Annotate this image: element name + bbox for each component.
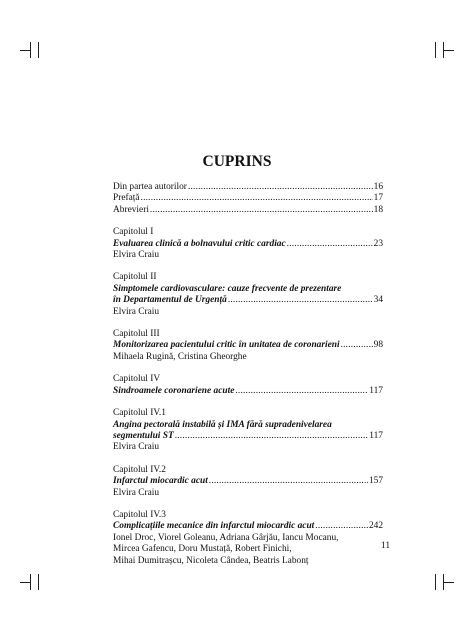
entry-title: Sindroamele coronariene acute <box>113 385 235 396</box>
toc-entry <box>113 340 383 351</box>
chapter-label: Capitolul IV.2 <box>113 464 166 475</box>
toc-entry <box>113 205 383 216</box>
entry-title: segmentului ST <box>113 430 174 441</box>
entry-page-number: 242 <box>368 521 383 532</box>
toc-entry <box>113 431 383 442</box>
entry-title: în Departamentul de Urgență <box>113 295 227 306</box>
toc-entry <box>113 521 383 532</box>
chapter-title-line: Simptomele cardiovasculare: cauze frecvente de prezentare <box>113 283 342 294</box>
dot-leader <box>235 386 368 397</box>
dot-leader <box>341 340 373 351</box>
toc-entry <box>113 239 383 250</box>
chapter-authors: Elvira Craiu <box>113 442 160 453</box>
entry-title: Monitorizarea pacientului critic în unitatea de coronarieni <box>113 340 340 351</box>
chapter-authors: Elvira Craiu <box>113 306 160 317</box>
entry-title: Abrevieri <box>113 204 149 215</box>
chapter-label: Capitolul II <box>113 272 157 283</box>
chapter-authors: Mihai Dumitrașcu, Nicoleta Cândea, Beatris Labonț <box>113 555 309 566</box>
dot-leader <box>175 431 369 442</box>
dot-leader <box>141 193 373 204</box>
entry-page-number: 157 <box>368 476 383 487</box>
entry-page-number: 117 <box>369 385 383 396</box>
table-of-contents <box>113 182 383 567</box>
entry-title: Din partea autorilor <box>113 182 187 192</box>
chapter-block <box>113 329 383 363</box>
chapter-authors: Ionel Droc, Viorel Goleanu, Adriana Gârjău, Iancu Mocanu, <box>113 532 339 543</box>
chapter-block <box>113 408 383 454</box>
entry-page-number: 98 <box>373 340 383 351</box>
chapter-label: Capitolul IV.3 <box>113 509 166 520</box>
dot-leader <box>228 295 373 306</box>
page-title: CUPRINS <box>202 153 272 170</box>
toc-entry <box>113 295 383 306</box>
entry-title: Prefață <box>113 193 140 204</box>
chapter-authors: Mihaela Rugină, Cristina Gheorghe <box>113 351 247 362</box>
entry-page-number: 117 <box>369 430 383 441</box>
chapter-block <box>113 374 383 397</box>
chapter-authors: Mircea Gafencu, Doru Mustață, Robert Finichi, <box>113 544 292 555</box>
dot-leader <box>287 239 373 250</box>
entry-page-number: 18 <box>373 204 383 215</box>
chapter-block <box>113 272 383 318</box>
chapter-block <box>113 227 383 261</box>
chapter-authors: Elvira Craiu <box>113 250 160 261</box>
entry-page-number: 16 <box>373 182 383 192</box>
entry-title: Evaluarea clinică a bolnavului critic cardiac <box>113 238 286 249</box>
chapter-label: Capitolul I <box>113 227 154 238</box>
toc-entry <box>113 386 383 397</box>
chapter-title-line: Angina pectorală instabilă și IMA fără supradenivelarea <box>113 419 332 430</box>
chapter-block <box>113 510 383 567</box>
chapter-label: Capitolul III <box>113 329 160 340</box>
chapter-label: Capitolul IV.1 <box>113 408 166 419</box>
entry-page-number: 34 <box>373 295 383 306</box>
chapter-block <box>113 465 383 499</box>
dot-leader <box>209 476 368 487</box>
dot-leader <box>315 521 368 532</box>
entry-page-number: 17 <box>373 193 383 204</box>
dot-leader <box>150 205 373 216</box>
entry-title: Infarctul miocardic acut <box>113 476 208 487</box>
chapter-label: Capitolul IV <box>113 374 161 385</box>
toc-entry <box>113 476 383 487</box>
page-number: 11 <box>381 541 391 551</box>
toc-entry <box>113 193 383 204</box>
entry-title: Complicațiile mecanice din infarctul miocardic acut <box>113 521 315 532</box>
entry-page-number: 23 <box>373 238 383 249</box>
chapter-authors: Elvira Craiu <box>113 487 160 498</box>
toc-entry <box>113 182 383 193</box>
dot-leader <box>188 182 373 193</box>
